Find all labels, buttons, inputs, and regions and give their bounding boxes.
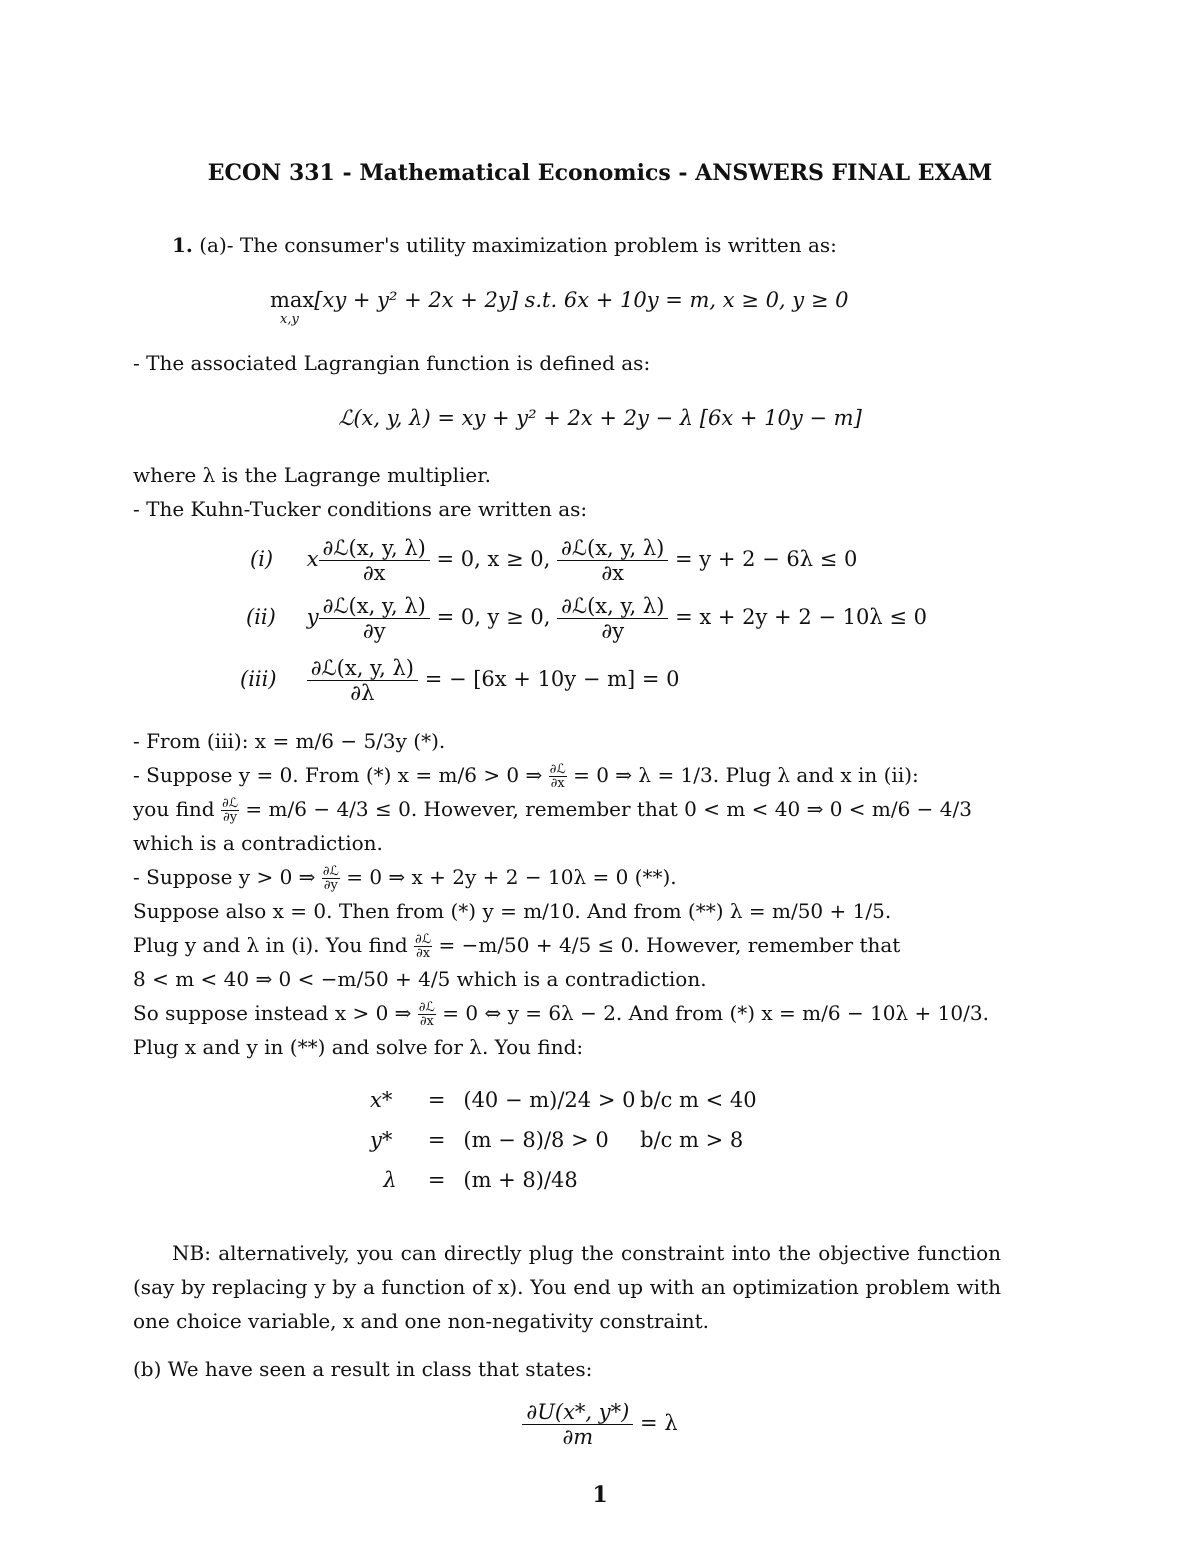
nb-line2: (say by replacing y by a function of x). You end up with an optimization problem with (133, 1275, 1001, 1299)
solution-row-y: y* = (m − 8)/8 > 0 b/c m > 8 (370, 1128, 744, 1152)
case3-line2: Plug x and y in (**) and solve for λ. You find: (133, 1035, 584, 1059)
envelope-fraction: $\frac{\partial U(x*, y*)}{\partial m}$ (522, 1400, 633, 1449)
lagrangian-intro: - The associated Lagrangian function is defined as: (133, 351, 651, 375)
kt-fraction-2: $\frac{\text{∂ℒ(x, y, λ)}}{\partial y}$ (557, 594, 668, 643)
kt-mid: = 0, x ≥ 0, (436, 547, 551, 571)
envelope-result: $\frac{\partial U(x*, y*)}{\partial m}$ = λ (0, 1400, 1200, 1449)
lagrangian-equation: ℒ(x, y, λ) = xy + y² + 2x + 2y − λ [6x + 10y − m] (338, 406, 862, 430)
kt-var: x (306, 547, 319, 571)
case2-line1: - Suppose y > 0 ⇒ $\frac{\text{∂ℒ}}{\partial y}$ = 0 ⇒ x + 2y + 2 − 10λ = 0 (**). (133, 864, 677, 893)
kt-condition-ii (246, 594, 927, 643)
case2-line2: Suppose also x = 0. Then from (*) y = m/10. And from (**) λ = m/50 + 1/5. (133, 899, 892, 923)
partial-fraction: $\frac{\text{∂ℒ}}{\partial x}$ (549, 762, 566, 791)
q1-intro (172, 232, 1040, 258)
case3-line1: So suppose instead x > 0 ⇒ $\frac{\text{∂ℒ}}{\partial x}$ = 0 ⇔ y = 6λ − 2. And from (*) x = m/6 − 10λ + 10/3. (133, 1000, 989, 1029)
kt-rhs: = − [6x + 10y − m] = 0 (424, 667, 680, 691)
partial-fraction: $\frac{\text{∂ℒ}}{\partial y}$ (322, 864, 339, 893)
page-number: 1 (592, 1482, 608, 1508)
from-iii-line: - From (iii): x = m/6 − 5/3y (*). (133, 729, 446, 753)
nb-line3: one choice variable, x and one non-negativity constraint. (133, 1309, 710, 1333)
partial-fraction: $\frac{\text{∂ℒ}}{\partial x}$ (418, 1000, 435, 1029)
kt-fraction-2: $\frac{\text{∂ℒ(x, y, λ)}}{\partial x}$ (557, 536, 668, 585)
page-title: ECON 331 - Mathematical Economics - ANSWERS FINAL EXAM (207, 160, 993, 186)
case2-line4: 8 < m < 40 ⇒ 0 < −m/50 + 4/5 which is a contradiction. (133, 967, 707, 991)
partial-fraction: $\frac{\text{∂ℒ}}{\partial y}$ (221, 796, 239, 825)
solution-row-lambda: λ = (m + 8)/48 (383, 1168, 578, 1192)
kt-label: (ii) (246, 605, 276, 629)
kt-condition-i (250, 536, 857, 585)
kt-rhs: = x + 2y + 2 − 10λ ≤ 0 (675, 605, 927, 629)
case1-line3: which is a contradiction. (133, 831, 383, 855)
question-number: 1. (172, 233, 193, 257)
kt-mid: = 0, y ≥ 0, (436, 605, 551, 629)
max-operator: max (270, 288, 315, 312)
case1-line2: you find $\frac{\text{∂ℒ}}{\partial y}$ = m/6 − 4/3 ≤ 0. However, remember that 0 < m < 40 ⇒ 0 < m/6 − 4/3 (133, 796, 972, 825)
kt-label: (i) (250, 547, 274, 571)
kt-fraction: $\frac{\text{∂ℒ(x, y, λ)}}{\partial x}$ (319, 536, 430, 585)
solution-row-x: x* = (40 − m)/24 > 0 b/c m < 40 (370, 1088, 757, 1112)
kt-label: (iii) (240, 667, 277, 691)
max-problem (270, 288, 848, 312)
nb-line1: NB: alternatively, you can directly plug the constraint into the objective function (172, 1241, 1001, 1265)
kt-var: y (306, 605, 319, 629)
kt-intro: - The Kuhn-Tucker conditions are written as: (133, 497, 588, 521)
partial-fraction: $\frac{\text{∂ℒ}}{\partial x}$ (415, 932, 432, 961)
kt-fraction: $\frac{\text{∂ℒ(x, y, λ)}}{\partial\lambda}$ (307, 656, 418, 705)
case2-line3: Plug y and λ in (i). You find $\frac{\text{∂ℒ}}{\partial x}$ = −m/50 + 4/5 ≤ 0. However, remember that (133, 932, 901, 961)
q1-intro-text: (a)- The consumer's utility maximization problem is written as: (199, 233, 837, 257)
multiplier-note: where λ is the Lagrange multiplier. (133, 463, 491, 487)
part-b-intro: (b) We have seen a result in class that states: (133, 1357, 593, 1381)
objective-function: [xy + y² + 2x + 2y] s.t. 6x + 10y = m, x ≥ 0, y ≥ 0 (314, 288, 849, 312)
kt-condition-iii (240, 656, 680, 705)
kt-rhs: = y + 2 − 6λ ≤ 0 (675, 547, 858, 571)
case1-line1: - Suppose y = 0. From (*) x = m/6 > 0 ⇒ $\frac{\text{∂ℒ}}{\partial x}$ = 0 ⇒ λ = 1/3. Plug λ and x in (ii): (133, 762, 919, 791)
max-subscript: x,y (280, 312, 299, 327)
kt-fraction: $\frac{\text{∂ℒ(x, y, λ)}}{\partial y}$ (319, 594, 430, 643)
